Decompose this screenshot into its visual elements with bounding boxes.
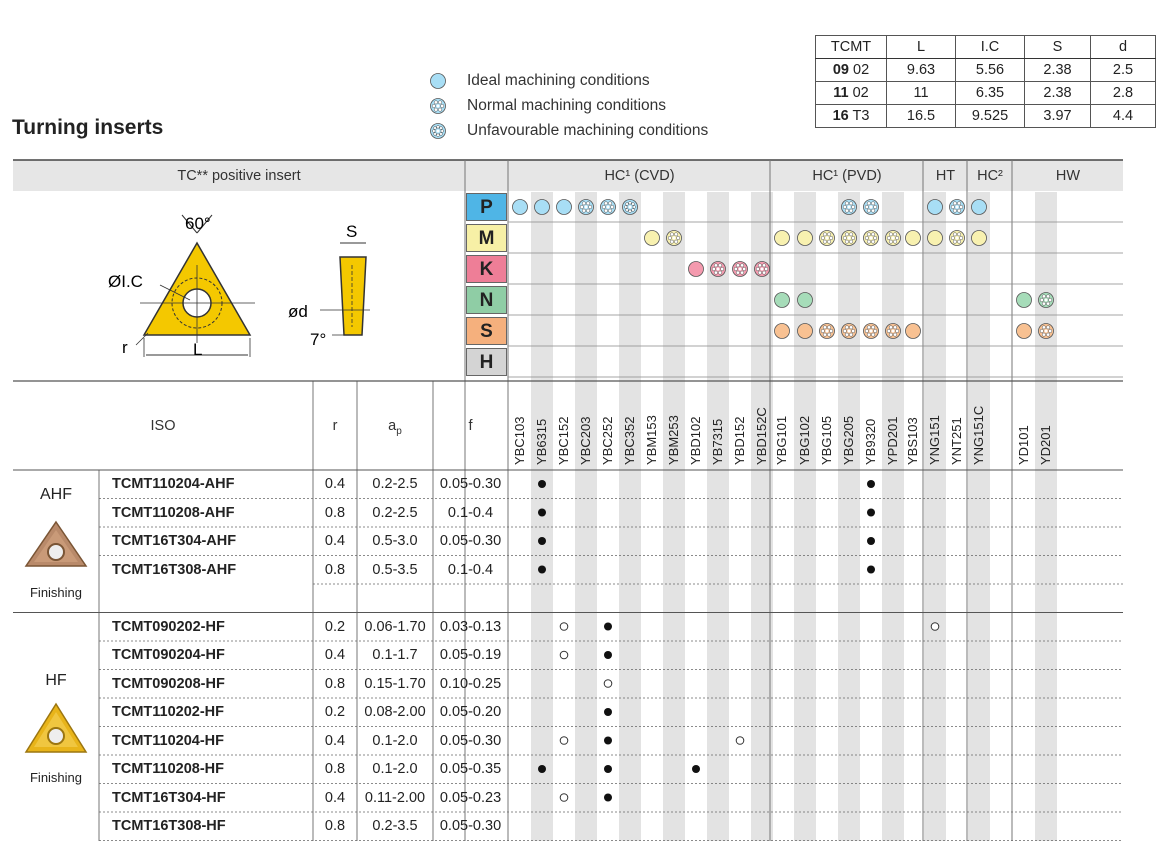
feed-rate: 0.05-0.35	[439, 761, 502, 777]
ideal-condition-icon	[1017, 324, 1032, 339]
dim-s: 3.97	[1025, 105, 1091, 128]
recommended-mark	[604, 708, 612, 716]
group-header-ht: HT	[935, 168, 956, 184]
depth-of-cut: 0.15-1.70	[364, 675, 426, 692]
feed-rate: 0.05-0.23	[439, 789, 502, 806]
optional-mark	[560, 794, 568, 802]
series-hf-label: HF	[45, 672, 67, 689]
depth-of-cut: 0.1-1.7	[372, 647, 418, 663]
grade-label: YBD102	[688, 416, 703, 465]
recommended-mark	[538, 509, 546, 517]
dim-l: 11	[887, 82, 956, 105]
dim-ic: 6.35	[956, 82, 1025, 105]
dim-ic: 9.525	[956, 105, 1025, 128]
feed-rate: 0.03-0.13	[439, 618, 502, 635]
depth-of-cut: 0.2-3.5	[372, 818, 418, 834]
feed-rate: 0.05-0.30	[439, 818, 502, 834]
optional-mark	[736, 737, 744, 745]
normal-condition-icon	[1039, 293, 1054, 308]
normal-condition-icon	[950, 200, 965, 215]
dim-ic: 5.56	[956, 59, 1025, 82]
feed-rate: 0.05-0.30	[439, 533, 502, 549]
grade-column-stripe	[838, 192, 860, 841]
radius-label: r	[122, 338, 128, 357]
ideal-condition-icon	[1017, 293, 1032, 308]
triangle-insert-icon	[136, 215, 255, 357]
dim-l: 16.5	[887, 105, 956, 128]
insert-code: TCMT110204-AHF	[112, 476, 235, 492]
corner-radius: 0.4	[324, 533, 346, 549]
dim-size: 16 T3	[816, 105, 887, 128]
feed-rate: 0.10-0.25	[439, 675, 502, 692]
series-ahf-label: AHF	[40, 486, 72, 503]
series-hf-caption: Finishing	[29, 770, 83, 785]
group-header-pvd: HC¹ (PVD)	[812, 168, 882, 184]
grade-label: YB6315	[534, 418, 549, 465]
feed-rate: 0.05-0.30	[439, 476, 502, 492]
recommended-mark	[604, 651, 612, 659]
dim-size: 09 02	[816, 59, 887, 82]
corner-radius: 0.2	[324, 618, 346, 635]
recommended-mark	[867, 480, 875, 488]
dim-s: 2.38	[1025, 59, 1091, 82]
insert-code: TCMT090202-HF	[112, 618, 225, 635]
hf-insert-icon	[22, 700, 90, 758]
insert-type-header: TC** positive insert	[177, 168, 301, 184]
grade-label: YBD152C	[754, 407, 769, 465]
dim-d: 2.5	[1091, 59, 1156, 82]
depth-of-cut: 0.2-2.5	[372, 476, 418, 492]
dim-d: 2.8	[1091, 82, 1156, 105]
angle-label: 60°	[185, 214, 211, 233]
ideal-condition-icon	[972, 231, 987, 246]
recommended-mark	[538, 480, 546, 488]
normal-condition-icon	[842, 324, 857, 339]
grade-label: YBG102	[797, 415, 812, 465]
thickness-label: S	[346, 222, 358, 241]
material-h: H	[466, 348, 507, 376]
ideal-condition-icon	[775, 324, 790, 339]
insert-code: TCMT16T304-AHF	[112, 533, 237, 549]
dim-header-ic: I.C	[956, 36, 1025, 59]
insert-drawing	[100, 205, 380, 375]
normal-condition-icon	[579, 200, 594, 215]
recommended-mark	[538, 765, 546, 773]
optional-mark	[604, 680, 612, 688]
depth-of-cut: 0.2-2.5	[372, 504, 418, 521]
dim-l: 9.63	[887, 59, 956, 82]
grade-column-stripe	[968, 192, 990, 841]
grade-label: YBG101	[774, 415, 789, 465]
insert-code: TCMT110202-HF	[112, 704, 225, 720]
corner-radius: 0.8	[324, 675, 346, 692]
corner-radius: 0.8	[324, 818, 346, 834]
corner-radius: 0.4	[324, 789, 346, 806]
ideal-condition-icon	[798, 324, 813, 339]
normal-condition-icon	[1039, 324, 1054, 339]
insert-code: TCMT16T304-HF	[112, 789, 226, 806]
ideal-condition-icon	[645, 231, 660, 246]
grade-label: YBM253	[666, 415, 681, 465]
grade-label: YD201	[1038, 425, 1053, 465]
grade-label: YBC252	[600, 416, 615, 465]
material-p: P	[466, 193, 507, 221]
corner-radius: 0.8	[324, 761, 346, 777]
grade-column-stripe	[882, 192, 904, 841]
grade-label: YPD201	[885, 416, 900, 465]
material-n: N	[466, 286, 507, 314]
grade-label: YB7315	[710, 418, 725, 465]
optional-mark	[560, 651, 568, 659]
feed-rate: 0.05-0.30	[439, 732, 502, 749]
ideal-condition-icon	[798, 293, 813, 308]
corner-radius: 0.4	[324, 647, 346, 663]
ideal-condition-icon	[972, 200, 987, 215]
grade-label: YBC152	[556, 416, 571, 465]
recommended-mark	[867, 509, 875, 517]
page-title: Turning inserts	[12, 116, 164, 139]
depth-of-cut: 0.5-3.5	[372, 561, 418, 578]
optional-mark	[560, 623, 568, 631]
grade-label: YBC352	[622, 416, 637, 465]
feed-rate: 0.1-0.4	[447, 504, 494, 521]
hole-diameter-label: ød	[288, 302, 308, 321]
recommended-mark	[538, 566, 546, 574]
ahf-insert-icon	[22, 516, 90, 574]
grade-column-stripe	[619, 192, 641, 841]
grade-label: YNG151	[927, 415, 942, 465]
recommended-mark	[604, 765, 612, 773]
feed-rate: 0.05-0.20	[439, 704, 502, 720]
ap-header: $a_p$	[388, 418, 402, 437]
grade-column-stripe	[924, 192, 946, 841]
normal-condition-icon	[601, 200, 616, 215]
normal-condition-icon	[886, 324, 901, 339]
grade-label: YB9320	[863, 418, 878, 465]
group-header-cvd: HC¹ (CVD)	[604, 168, 675, 184]
normal-condition-icon	[950, 231, 965, 246]
grade-label: YBS103	[905, 417, 920, 465]
legend-label: Ideal machining conditions	[467, 72, 650, 89]
ideal-condition-icon	[928, 231, 943, 246]
recommended-mark	[538, 537, 546, 545]
material-s: S	[466, 317, 507, 345]
depth-of-cut: 0.11-2.00	[364, 789, 426, 806]
normal-condition-icon	[864, 200, 879, 215]
normal-condition-icon	[842, 231, 857, 246]
grade-label: YBG205	[841, 415, 856, 465]
f-header: f	[468, 418, 473, 434]
material-m: M	[466, 224, 507, 252]
dim-header-s: S	[1025, 36, 1091, 59]
ic-label: ØI.C	[108, 272, 143, 291]
optional-mark	[560, 737, 568, 745]
group-header-hw: HW	[1055, 168, 1081, 184]
side-view-icon	[320, 243, 370, 335]
ideal-condition-icon	[775, 293, 790, 308]
recommended-mark	[604, 737, 612, 745]
normal-condition-icon	[842, 200, 857, 215]
grade-label: YBM153	[644, 415, 659, 465]
corner-radius: 0.4	[324, 732, 346, 749]
dim-size: 11 02	[816, 82, 887, 105]
normal-condition-icon	[711, 262, 726, 277]
grade-label: YBG105	[819, 415, 834, 465]
grade-label: YBC103	[512, 416, 527, 465]
ideal-condition-icon	[557, 200, 572, 215]
ideal-condition-icon	[928, 200, 943, 215]
normal-condition-icon	[864, 324, 879, 339]
insert-code: TCMT110208-HF	[112, 761, 225, 777]
r-header: r	[332, 418, 338, 434]
recommended-mark	[604, 794, 612, 802]
grade-label: YNG151C	[971, 405, 986, 465]
recommended-mark	[604, 623, 612, 631]
grade-label: YBD152	[732, 416, 747, 465]
grade-column-stripe	[794, 192, 816, 841]
grade-column-stripe	[663, 192, 685, 841]
dim-d: 4.4	[1091, 105, 1156, 128]
legend-label: Normal machining conditions	[467, 97, 667, 114]
dim-header-tcmt: TCMT	[816, 36, 887, 59]
depth-of-cut: 0.1-2.0	[372, 761, 418, 777]
normal-condition-icon	[864, 231, 879, 246]
series-ahf-caption: Finishing	[29, 585, 83, 600]
feed-rate: 0.1-0.4	[447, 561, 494, 578]
normal-condition-icon	[820, 231, 835, 246]
grade-label: YBC203	[578, 416, 593, 465]
ideal-condition-icon	[798, 231, 813, 246]
ideal-condition-icon	[513, 200, 528, 215]
corner-radius: 0.2	[324, 704, 346, 720]
recommended-mark	[867, 537, 875, 545]
material-k: K	[466, 255, 507, 283]
grade-column-stripe	[1035, 192, 1057, 841]
iso-header: ISO	[150, 418, 176, 434]
unfavourable-condition-icon	[623, 200, 638, 215]
depth-of-cut: 0.06-1.70	[364, 618, 426, 635]
depth-of-cut: 0.08-2.00	[364, 704, 426, 720]
grade-column-stripe	[575, 192, 597, 841]
ideal-condition-icon	[775, 231, 790, 246]
corner-radius: 0.8	[324, 561, 346, 578]
recommended-mark	[867, 566, 875, 574]
depth-of-cut: 0.1-2.0	[372, 732, 418, 749]
corner-radius: 0.8	[324, 504, 346, 521]
dim-header-d: d	[1091, 36, 1156, 59]
insert-code: TCMT090208-HF	[112, 675, 225, 692]
insert-code: TCMT16T308-HF	[112, 818, 226, 834]
dim-s: 2.38	[1025, 82, 1091, 105]
group-header-hc2: HC²	[977, 168, 1003, 184]
insert-code: TCMT110204-HF	[112, 732, 225, 749]
grade-label: YD101	[1016, 425, 1031, 465]
optional-mark	[931, 623, 939, 631]
insert-code: TCMT090204-HF	[112, 647, 225, 663]
normal-condition-icon	[733, 262, 748, 277]
depth-of-cut: 0.5-3.0	[372, 533, 418, 549]
ideal-condition-icon	[906, 324, 921, 339]
normal-condition-icon	[755, 262, 770, 277]
normal-condition-icon	[667, 231, 682, 246]
recommended-mark	[692, 765, 700, 773]
insert-code: TCMT16T308-AHF	[112, 561, 237, 578]
ideal-condition-icon	[535, 200, 550, 215]
length-label: L	[193, 340, 203, 359]
grade-column-stripe	[707, 192, 729, 841]
feed-rate: 0.05-0.19	[439, 647, 502, 663]
clearance-angle-label: 7°	[310, 330, 327, 349]
corner-radius: 0.4	[324, 476, 346, 492]
dim-header-l: L	[887, 36, 956, 59]
insert-code: TCMT110208-AHF	[112, 504, 235, 521]
normal-condition-icon	[886, 231, 901, 246]
ideal-condition-icon	[906, 231, 921, 246]
normal-condition-icon	[820, 324, 835, 339]
legend-label: Unfavourable machining conditions	[467, 122, 709, 139]
ideal-condition-icon	[689, 262, 704, 277]
grade-label: YNT251	[949, 417, 964, 465]
